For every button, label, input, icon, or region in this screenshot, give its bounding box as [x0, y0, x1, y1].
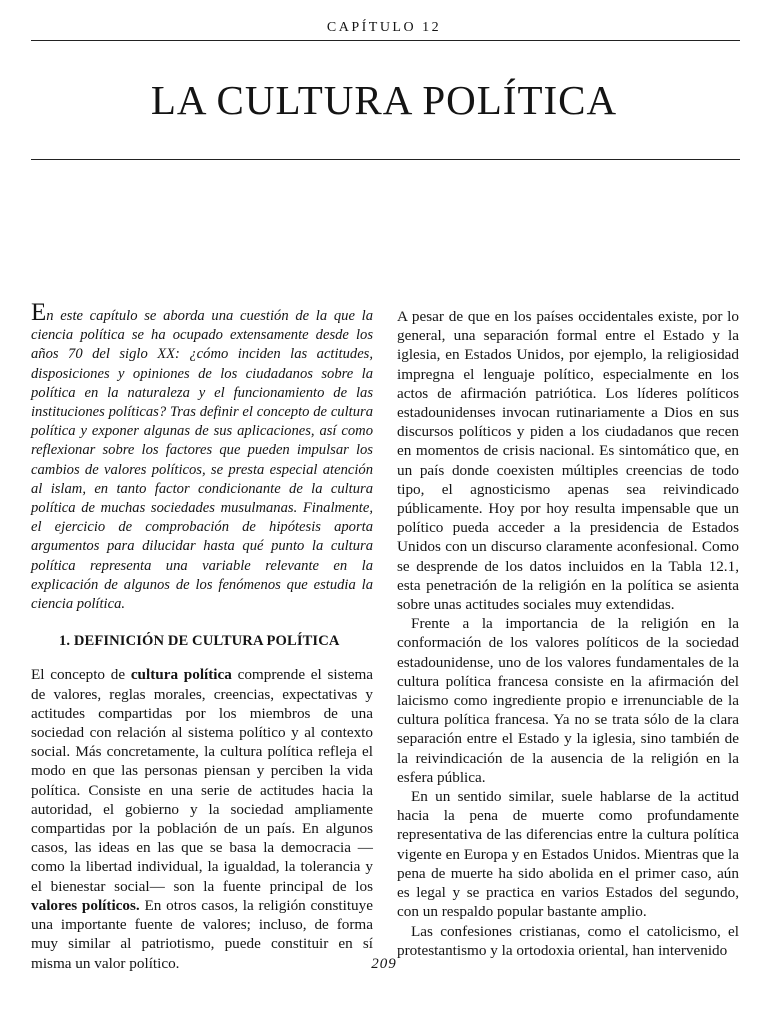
- key-term: cultura política: [130, 666, 232, 684]
- page-number: 209: [371, 956, 397, 972]
- text-run: En otros casos, la religión constituye una importante fuente de valores; incluso, de forma muy similar al patriotismo, puede constituir en sí misma un valor político.: [31, 896, 373, 972]
- key-term: valores políticos.: [31, 896, 140, 914]
- text-run: comprende el sistema de valores, reglas morales, creencias, expectativas y actitudes compartidas por los miembros de una sociedad con relación al sistema político y al contexto social. Más concretamente, la cultura política refleja el modo en que las personas piensan y perciben la vida política. Consiste en una serie de actitudes hacia la autoridad, el gobierno y la sociedad ampliamente compartidas por la población de un país. En algunos casos, las ideas en las que se basa la democracia —como la libertad individual, la igualdad, la tolerancia y el bienestar social— son la fuente principal de los: [31, 666, 374, 895]
- top-rule: [31, 40, 740, 41]
- right-column: [397, 307, 739, 960]
- chapter-title: LA CULTURA POLÍTICA: [150, 77, 618, 123]
- drop-cap: E: [31, 299, 47, 326]
- left-column: [31, 299, 374, 973]
- body-paragraph: En un sentido similar, suele hablarse de la actitud hacia la pena de muerte como profundamente representativa de las diferencias entre la cultura política vigente en Europa y en Estados Unidos. Mientras que la pena de muerte ha sido abolida en el primer caso, aún es legal y se practica en varios Estados del segundo, con un respaldo popular bastante amplio.: [397, 788, 739, 921]
- body-paragraph: Frente a la importancia de la religión en la conformación de los valores políticos de la sociedad estadounidense, uno de los valores fundamentales de la cultura política francesa consiste en la afirmación del laicismo como ingrediente propio e irrenunciable de la cultura política francesa. Ya no se trata sólo de la clara separación entre el Estado y la iglesia, sino también de la reivindicación de la ausencia de la religión en la esfera pública.: [397, 615, 739, 786]
- body-paragraph: Las confesiones cristianas, como el catolicismo, el protestantismo y la ortodoxia oriental, han intervenido: [397, 922, 739, 959]
- section-heading: 1. DEFINICIÓN DE CULTURA POLÍTICA: [59, 633, 340, 650]
- text-run: El concepto de: [31, 666, 131, 684]
- abstract-text: n este capítulo se aborda una cuestión de la que la ciencia política se ha ocupado extensamente desde los años 70 del siglo XX: ¿cómo inciden las actitudes, disposiciones y opiniones de los ciudadanos sobre la política en la naturaleza y el funcionamiento de las instituciones políticas? Tras definir el concepto de cultura política y exponer algunas de sus aplicaciones, así como reflexionar sobre los factores que pueden impulsar los cambios de valores políticos, se presta especial atención al islam, en tanto factor condicionante de la cultura política de muchas sociedades musulmanas. Finalmente, el ejercicio de comprobación de hipótesis aporta argumentos para dilucidar hasta qué punto la cultura política representa una variable relevante en la explicación de algunos de los fenómenos que estudia la ciencia política.: [31, 308, 373, 613]
- chapter-abstract: [31, 299, 373, 614]
- body-paragraph: A pesar de que en los países occidentales existe, por lo general, una separación formal entre el Estado y la iglesia, en Estados Unidos, por ejemplo, la religiosidad impregna el lenguaje político, especialmente en los actos de afirmación patriótica. Los líderes políticos estadounidenses invocan rutinariamente a Dios en sus discursos políticos y piden a los ciudadanos que recen en momentos de crisis nacional. Es sintomático que, en un país donde coexisten múltiples creencias de todo tipo, el agnosticismo apenas sea reivindicado públicamente. Hoy por hoy resulta impensable que un político pueda acceder a la presidencia de Estados Unidos con un discurso claramente aconfesional. Como se desprende de los datos incluidos en la Tabla 12.1, esta penetración de la religión en la política se asienta sobre unas actitudes sociales muy extendidas.: [397, 308, 739, 614]
- title-rule: [31, 159, 740, 160]
- body-paragraph: [31, 665, 373, 972]
- running-head: CAPÍTULO 12: [326, 20, 442, 35]
